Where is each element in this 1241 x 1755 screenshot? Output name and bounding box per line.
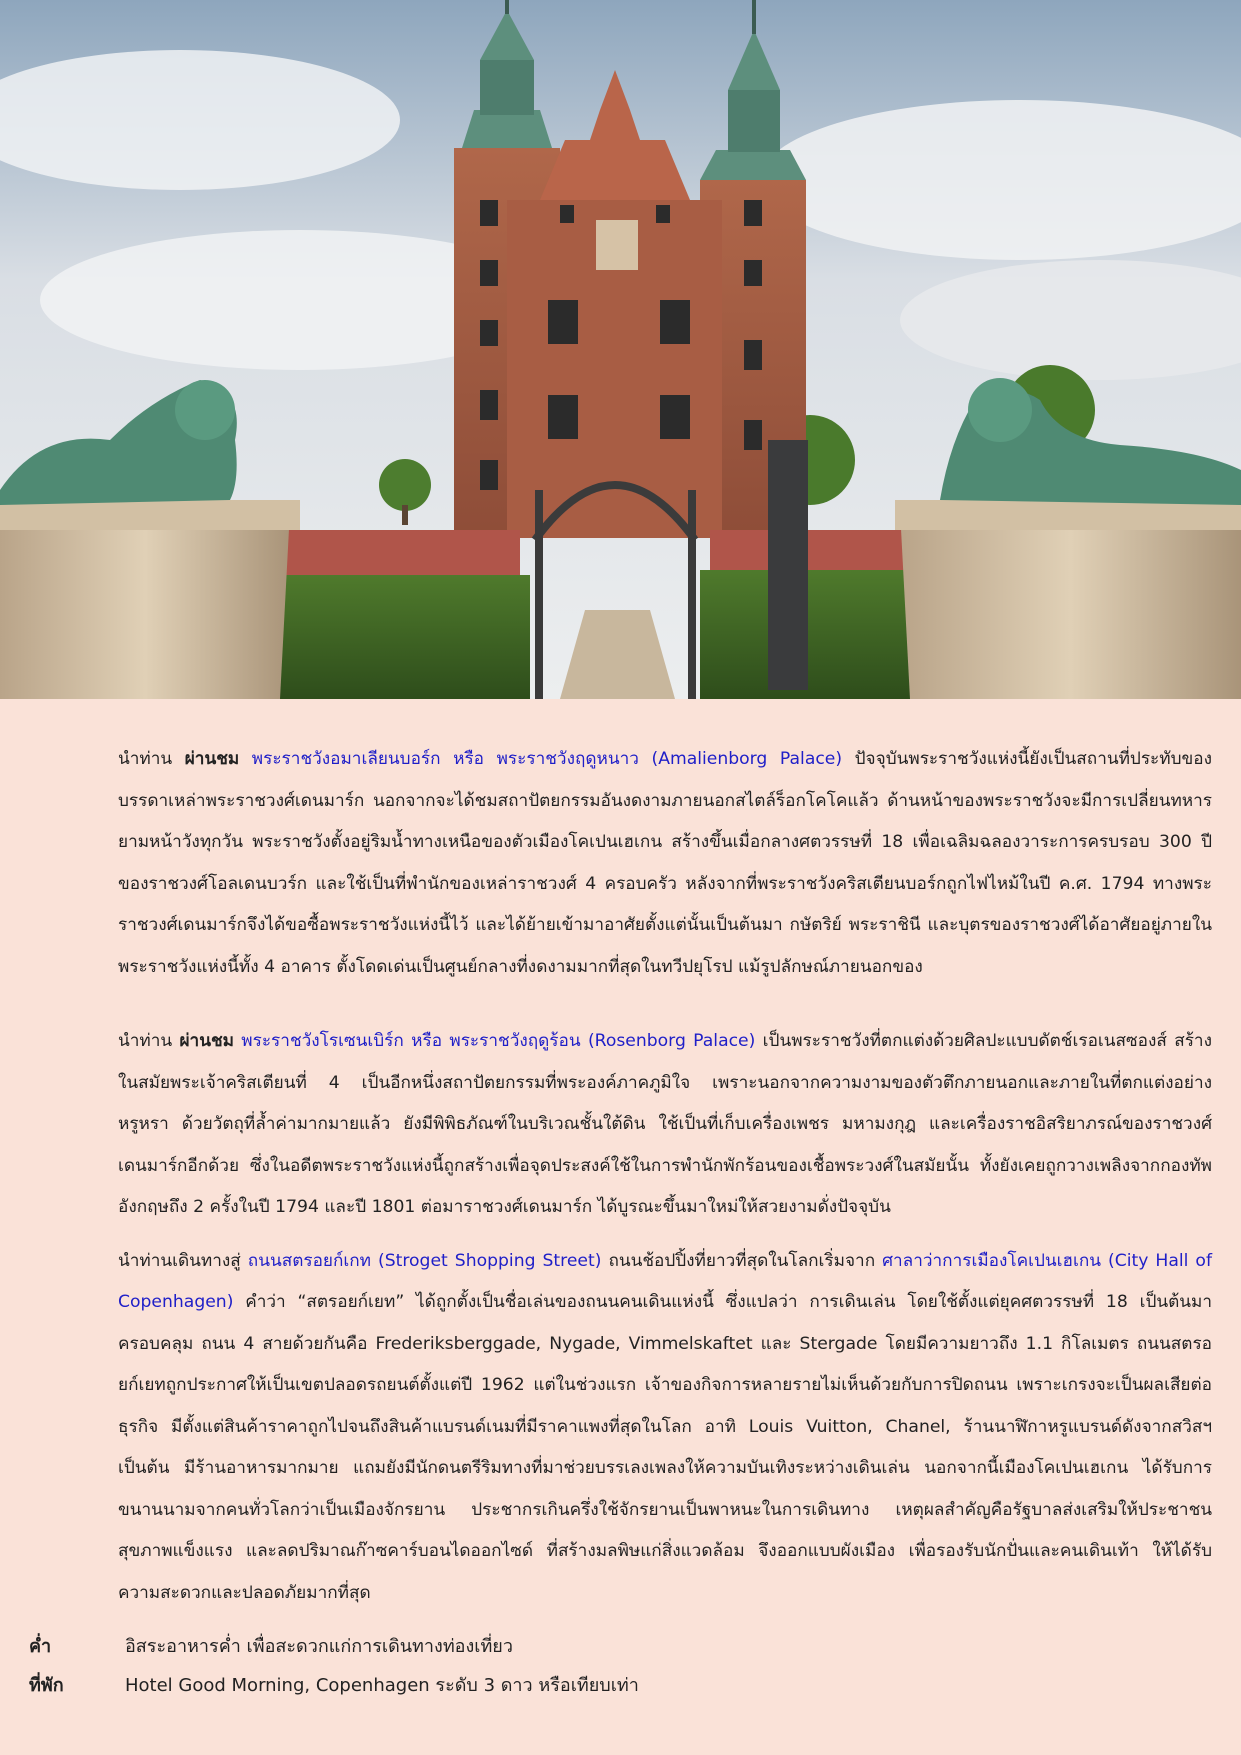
dinner-value: อิสระอาหารค่ำ เพื่อสะดวกแก่การเดินทางท่องเที่ยว — [125, 1636, 513, 1657]
para1-lead: นำท่าน — [118, 749, 185, 769]
para3-lead: นำท่านเดินทางสู่ — [118, 1250, 248, 1271]
para2-bold-label: ผ่านชม — [179, 1031, 234, 1051]
palace-photo — [0, 0, 1241, 699]
hotel-row — [0, 1666, 1241, 1705]
para1-bold-label: ผ่านชม — [184, 749, 240, 769]
rosenborg-palace-illustration — [0, 0, 1241, 699]
para3-body: คำว่า “สตรอยก์เยท” ได้ถูกตั้งเป็นชื่อเล่นของถนนคนเดินแห่งนี้ ซึ่งแปลว่า การเดินเล่น โดยใช้ตั้งแต่ยุคศตวรรษที่ 18 เป็นต้นมา ครอบคลุม ถนน 4 สายด้วยกันคือ Frederiksberggade, Nygade, Vimmelskaftet และ Stergade โดยมีความยาวถึง 1.1 กิโลเมตร ถนนสตรอยก์เยทถูกประกาศให้เป็นเขตปลอดรถยนต์ตั้งแต่ปี 1962 แต่ในช่วงแรก เจ้าของกิจการหลายรายไม่เห็นด้วยกับการปิดถนน เพราะเกรงจะเป็นผลเสียต่อธุรกิจ มีตั้งแต่สินค้าราคาถูกไปจนถึงสินค้าแบรนด์เนมที่มีราคาแพงที่สุดในโลก อาทิ Louis Vuitton, Chanel, ร้านนาฬิกาหรูแบรนด์ดังจากสวิสฯ เป็นต้น มีร้านอาหารมากมาย แถมยังมีนักดนตรีริมทางที่มาช่วยบรรเลงเพลงให้ความบันเทิงระหว่างเดินเล่น นอกจากนี้เมืองโคเปนเฮเกน ได้รับการขนานนามจากคนทั่วโลกว่าเป็นเมืองจักรยาน ประชากรเกินครึ่งใช้จักรยานเป็นพาหนะในการเดินทาง เหตุผลสำคัญคือรัฐบาลส่งเสริมให้ประชาชนสุขภาพแข็งแรง และลดปริมาณก๊าซคาร์บอนไดออกไซด์ ที่สร้างมลพิษแก่สิ่งแวดล้อม จึงออกแบบผังเมือง เพื่อรองรับนักปั่นและคนเดินเท้า ให้ได้รับความสะดวกและปลอดภัยมากที่สุด — [118, 1292, 1212, 1603]
dinner-row — [0, 1627, 1241, 1666]
rosenborg-place-name: พระราชวังโรเซนเบิร์ก หรือ พระราชวังฤดูร้อน (Rosenborg Palace) — [241, 1031, 756, 1051]
stroget-place-name: ถนนสตรอยก์เกท (Stroget Shopping Street) — [247, 1250, 602, 1271]
para1-body: ปัจจุบันพระราชวังแห่งนี้ยังเป็นสถานที่ประทับของบรรดาเหล่าพระราชวงศ์เดนมาร์ก นอกจากจะได้ชมสถาปัตยกรรมอันงดงามภายนอกสไตล์ร็อกโคโคแล้ว ด้านหน้าของพระราชวังจะมีการเปลี่ยนทหารยามหน้าวังทุกวัน พระราชวังตั้งอยู่ริมน้ำทางเหนือของตัวเมืองโคเปนเฮเกน สร้างขึ้นเมื่อกลางศตวรรษที่ 18 เพื่อเฉลิมฉลองวาระการครบรอบ 300 ปี ของราชวงศ์โอลเดนบวร์ก และใช้เป็นที่พำนักของเหล่าราชวงศ์ 4 ครอบครัว หลังจากที่พระราชวังคริสเตียนบอร์กถูกไฟไหม้ในปี ค.ศ. 1794 ทางพระราชวงศ์เดนมาร์กจึงได้ขอซื้อพระราชวังแห่งนี้ไว้ และได้ย้ายเข้ามาอาศัยตั้งแต่นั้นเป็นต้นมา กษัตริย์ พระราชินี และบุตรของราชวงศ์ได้อาศัยอยู่ภายในพระราชวังแห่งนี้ทั้ง 4 อาคาร ตั้งโดดเด่นเป็นศูนย์กลางที่งดงามมากที่สุดในทวีปยุโรป แม้รูปลักษณ์ภายนอกของ — [118, 749, 1212, 977]
paragraph-stroget — [118, 1241, 1212, 1615]
paragraph-rosenborg — [118, 1021, 1212, 1229]
amalienborg-place-name: พระราชวังอมาเลียนบอร์ก หรือ พระราชวังฤดูหนาว (Amalienborg Palace) — [251, 749, 843, 769]
dinner-label: ค่ำ — [29, 1636, 52, 1657]
hotel-value: Hotel Good Morning, Copenhagen ระดับ 3 ดาว หรือเทียบเท่า — [125, 1675, 639, 1696]
para3-mid: ถนนช้อปปิ้งที่ยาวที่สุดในโลกเริ่มจาก — [601, 1250, 883, 1271]
para2-lead: นำท่าน — [118, 1031, 180, 1051]
itinerary-text — [0, 699, 1241, 1614]
city-hall-place-name: ศาลาว่าการเมืองโคเปนเฮเกน (City Hall of Copenhagen) — [118, 1250, 1212, 1312]
meals-and-hotel — [0, 1627, 1241, 1705]
paragraph-amalienborg — [118, 699, 1212, 988]
para2-body: เป็นพระราชวังที่ตกแต่งด้วยศิลปะแบบดัตช์เรอเนสซองส์ สร้างในสมัยพระเจ้าคริสเตียนที่ 4 เป็นอีกหนึ่งสถาปัตยกรรมที่พระองค์ภาคภูมิใจ เพราะนอกจากความงามของตัวตึกภายนอกและภายในที่ตกแต่งอย่างหรูหรา ด้วยวัตถุที่ล้ำค่ามากมายแล้ว ยังมีพิพิธภัณฑ์ในบริเวณชั้นใต้ดิน ใช้เป็นที่เก็บเครื่องเพชร มหามงกุฎ และเครื่องราชอิสริยาภรณ์ของราชวงศ์เดนมาร์กอีกด้วย ซึ่งในอดีตพระราชวังแห่งนี้ถูกสร้างเพื่อจุดประสงค์ใช้ในการพำนักพักร้อนของเชื้อพระวงศ์ในสมัยนั้น ทั้งยังเคยถูกวางเพลิงจากกองทัพอังกฤษถึง 2 ครั้งในปี 1794 และปี 1801 ต่อมาราชวงศ์เดนมาร์ก ได้บูรณะขึ้นมาใหม่ให้สวยงามดั่งปัจจุบัน — [118, 1031, 1212, 1217]
hotel-label: ที่พัก — [29, 1675, 64, 1696]
